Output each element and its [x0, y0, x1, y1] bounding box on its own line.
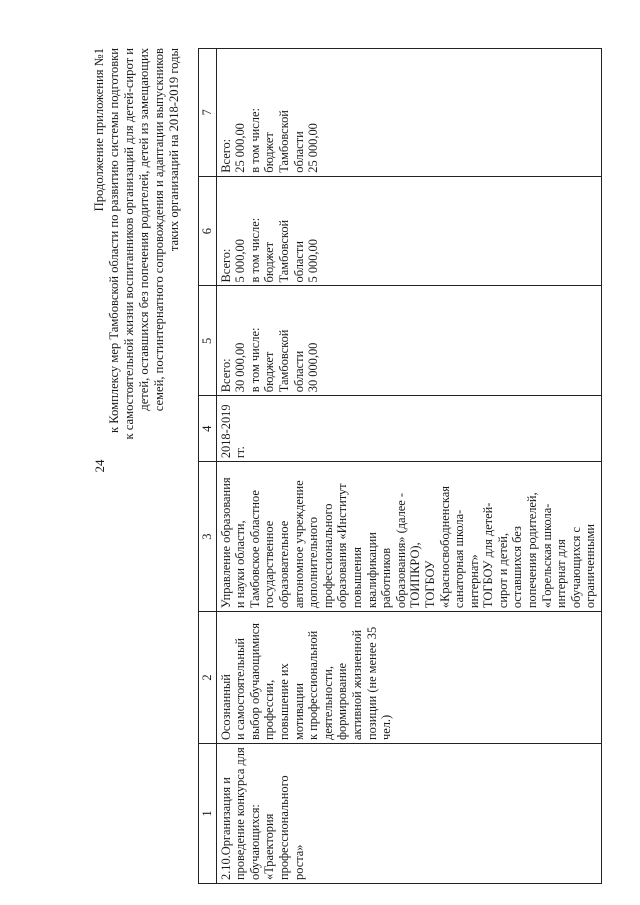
- cell-text-line: чел.): [379, 714, 394, 741]
- cell-text-line: обучающихся:: [247, 804, 262, 880]
- cell-text-line: автономное учреждение: [291, 480, 306, 609]
- cell-text-line: профессионального: [320, 503, 335, 609]
- cell-text-line: в том числе:: [247, 217, 262, 283]
- cell-text-line: области: [291, 131, 306, 173]
- rotated-content: [88, 36, 618, 896]
- column-number: 5: [199, 286, 217, 396]
- cell-text-line: 5 000,00: [306, 239, 321, 283]
- cell-text-line: формирование: [335, 662, 350, 741]
- cell-text-line: Всего:: [218, 358, 233, 393]
- cell-text-line: деятельности,: [320, 665, 335, 741]
- appendix-header: [92, 48, 182, 748]
- cell-text-line: профессионального: [276, 775, 291, 880]
- table-row: [216, 49, 601, 884]
- cell-text-line: в том числе:: [247, 327, 262, 393]
- cell-text-line: государственное: [262, 520, 277, 609]
- cell-text-line: профессии,: [262, 679, 277, 741]
- cell-text-line: Осознанный: [218, 674, 233, 741]
- cell-text-line: повышения: [349, 547, 364, 609]
- cell-text-line: гг.: [233, 446, 248, 459]
- header-line: к Комплексу мер Тамбовской области по развитию системы подготовки: [107, 48, 121, 433]
- cell-text-line: активной жизненной: [349, 629, 364, 741]
- cell-text-line: выбор обучающимися: [247, 622, 262, 741]
- cell-text-line: дополнительного: [306, 516, 321, 609]
- cell-text-line: Всего:: [218, 138, 233, 173]
- funding-2019-cell: [216, 49, 601, 177]
- cell-text-line: и науки области,: [233, 520, 248, 609]
- column-number: 4: [199, 396, 217, 462]
- funding-total-cell: [216, 286, 601, 396]
- cell-text-line: ограниченными: [583, 524, 598, 609]
- header-line: детей, оставшихся без попечения родителей, детей из замещающих: [137, 48, 151, 411]
- cell-text-line: интернат»: [466, 554, 481, 609]
- cell-text-line: попечения родителей,: [525, 492, 540, 609]
- cell-text-line: повышение их: [276, 663, 291, 741]
- cell-text-line: 30 000,00: [306, 342, 321, 393]
- header-line: таких организаций на 2018-2019 годы: [167, 48, 181, 252]
- cell-text-line: ТОИПКРО),: [408, 542, 423, 609]
- period-cell: [216, 396, 601, 462]
- cell-text-line: к профессиональной: [306, 630, 321, 741]
- cell-text-line: «Красносвободненская: [437, 486, 452, 609]
- cell-text-line: проведение конкурса для: [233, 747, 248, 880]
- cell-text-line: работников: [379, 547, 394, 609]
- cell-text-line: Управление образования: [218, 477, 233, 609]
- page-number: 24: [92, 459, 107, 473]
- cell-text-line: Всего:: [218, 248, 233, 283]
- cell-text-line: «Горельская школа-: [539, 503, 554, 609]
- cell-text-line: Тамбовской: [276, 219, 291, 283]
- column-number: 6: [199, 176, 217, 286]
- cell-text-line: 30 000,00: [233, 342, 248, 393]
- cell-text-line: ТОГБОУ: [422, 560, 437, 609]
- cell-text-line: 25 000,00: [306, 123, 321, 173]
- column-number: 1: [199, 744, 217, 884]
- cell-text-line: бюджет: [262, 132, 277, 173]
- cell-text-line: обучающихся с: [568, 527, 583, 609]
- measure-name-cell: [216, 744, 601, 884]
- cell-text-line: 5 000,00: [233, 239, 248, 283]
- cell-text-line: образования» (далее -: [393, 492, 408, 609]
- cell-text-line: области: [291, 350, 306, 393]
- cell-text-line: ТОГБОУ для детей-: [481, 502, 496, 609]
- column-number: 7: [199, 49, 217, 177]
- cell-text-line: сирот и детей,: [495, 533, 510, 609]
- cell-text-line: «Траектория: [262, 813, 277, 880]
- cell-text-line: образования «Институт: [335, 483, 350, 609]
- cell-lines: [219, 180, 321, 283]
- cell-text-line: 2018-2019: [218, 404, 233, 459]
- column-number-row: [199, 49, 217, 884]
- header-line: семей, постинтернатного сопровождения и адаптации выпускников: [152, 48, 166, 412]
- cell-lines: [219, 289, 321, 392]
- cell-text-line: и самостоятельный: [233, 638, 248, 741]
- cell-text-line: мотивации: [291, 683, 306, 741]
- cell-text-line: Тамбовской: [276, 329, 291, 393]
- cell-lines: [219, 747, 307, 880]
- cell-lines: [219, 52, 321, 173]
- cell-text-line: бюджет: [262, 241, 277, 283]
- cell-text-line: области: [291, 241, 306, 283]
- cell-lines: [219, 399, 248, 458]
- column-number: 2: [199, 612, 217, 744]
- measures-table: [198, 48, 602, 884]
- header-line: к самостоятельной жизни воспитанников организаций для детей-сирот и: [122, 48, 136, 440]
- expected-result-cell: [216, 612, 601, 744]
- cell-text-line: роста»: [291, 844, 306, 880]
- funding-2018-cell: [216, 176, 601, 286]
- cell-text-line: санаторная школа-: [452, 509, 467, 609]
- executors-cell: [216, 462, 601, 612]
- cell-text-line: образовательное: [276, 520, 291, 609]
- column-number: 3: [199, 462, 217, 612]
- header-line: Продолжение приложения №1: [92, 48, 106, 212]
- cell-text-line: позиции (не менее 35: [364, 626, 379, 741]
- cell-text-line: 25 000,00: [233, 123, 248, 173]
- cell-text-line: в том числе:: [247, 108, 262, 173]
- cell-text-line: 2.10.Организация и: [218, 777, 233, 880]
- cell-text-line: оставшихся без: [510, 526, 525, 609]
- cell-lines: [219, 615, 394, 740]
- cell-text-line: бюджет: [262, 351, 277, 393]
- cell-lines: [219, 465, 598, 608]
- cell-text-line: квалификации: [364, 532, 379, 609]
- cell-text-line: Тамбовское областное: [247, 490, 262, 609]
- cell-text-line: Тамбовской: [276, 110, 291, 173]
- cell-text-line: интернат для: [554, 539, 569, 609]
